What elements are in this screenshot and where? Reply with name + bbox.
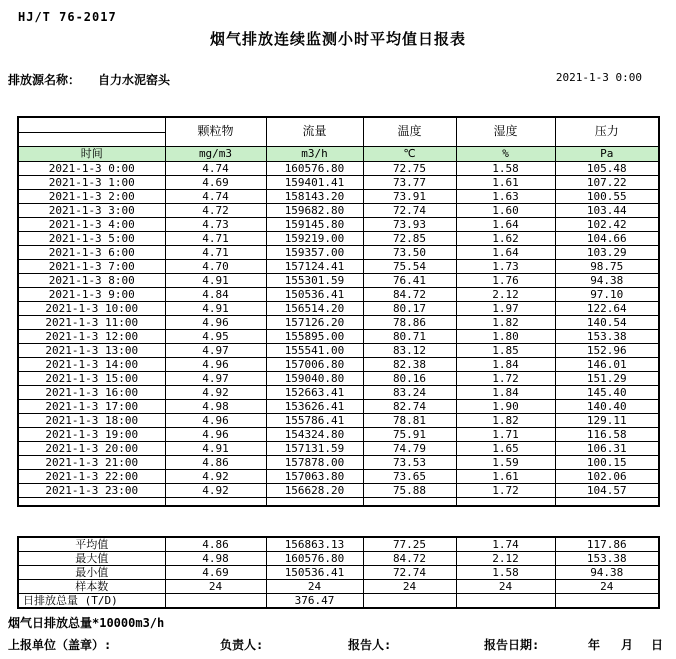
summary-value-cell: 4.86 — [165, 537, 266, 552]
value-cell: 155301.59 — [266, 273, 363, 287]
value-cell: 4.70 — [165, 259, 266, 273]
value-cell: 4.71 — [165, 231, 266, 245]
summary-value-cell: 160576.80 — [266, 552, 363, 566]
summary-value-cell: 84.72 — [363, 552, 456, 566]
summary-row — [18, 594, 659, 609]
value-cell: 4.97 — [165, 371, 266, 385]
hourly-row — [18, 469, 659, 483]
value-cell: 155786.41 — [266, 413, 363, 427]
value-cell: 159145.80 — [266, 217, 363, 231]
value-cell: 1.60 — [456, 203, 555, 217]
emission-source-name: 自力水泥窑头 — [98, 73, 171, 87]
summary-value-cell: 24 — [266, 580, 363, 594]
value-cell: 80.17 — [363, 301, 456, 315]
hourly-row — [18, 245, 659, 259]
value-cell: 4.96 — [165, 357, 266, 371]
summary-value-cell: 156863.13 — [266, 537, 363, 552]
summary-value-cell: 4.69 — [165, 566, 266, 580]
value-cell: 72.85 — [363, 231, 456, 245]
hourly-row — [18, 217, 659, 231]
value-cell: 75.91 — [363, 427, 456, 441]
value-cell: 4.73 — [165, 217, 266, 231]
time-cell: 2021-1-3 14:00 — [18, 357, 165, 371]
value-cell: 73.91 — [363, 189, 456, 203]
value-cell: 140.54 — [555, 315, 659, 329]
summary-value-cell: 77.25 — [363, 537, 456, 552]
value-cell: 155541.00 — [266, 343, 363, 357]
hourly-row — [18, 287, 659, 301]
time-cell: 2021-1-3 13:00 — [18, 343, 165, 357]
value-cell: 4.74 — [165, 161, 266, 175]
total-emission-note: 烟气日排放总量*10000m3/h — [8, 616, 165, 630]
value-cell: 140.40 — [555, 399, 659, 413]
summary-label-cell: 样本数 — [18, 580, 165, 594]
value-cell: 4.92 — [165, 385, 266, 399]
summary-value-cell: 2.12 — [456, 552, 555, 566]
summary-value-cell: 153.38 — [555, 552, 659, 566]
hourly-row — [18, 329, 659, 343]
value-cell: 104.66 — [555, 231, 659, 245]
value-cell: 103.44 — [555, 203, 659, 217]
column-header-pressure: 压力 — [555, 117, 659, 146]
value-cell: 159040.80 — [266, 371, 363, 385]
summary-row — [18, 580, 659, 594]
blank-cell — [555, 497, 659, 506]
value-cell: 1.58 — [456, 161, 555, 175]
value-cell: 100.55 — [555, 189, 659, 203]
value-cell: 82.74 — [363, 399, 456, 413]
hourly-row — [18, 371, 659, 385]
blank-cell — [363, 497, 456, 506]
time-cell: 2021-1-3 4:00 — [18, 217, 165, 231]
unit-cell-temperature: ℃ — [363, 146, 456, 161]
hourly-row — [18, 301, 659, 315]
signature-line — [0, 636, 676, 654]
summary-value-cell: 1.58 — [456, 566, 555, 580]
time-cell: 2021-1-3 21:00 — [18, 455, 165, 469]
value-cell: 1.80 — [456, 329, 555, 343]
header-empty-bottom-cell — [18, 132, 165, 146]
standard-code: HJ/T 76-2017 — [18, 10, 117, 24]
time-cell: 2021-1-3 18:00 — [18, 413, 165, 427]
summary-value-cell: 24 — [363, 580, 456, 594]
emission-source — [8, 71, 170, 88]
value-cell: 1.82 — [456, 315, 555, 329]
summary-value-cell: 117.86 — [555, 537, 659, 552]
unit-cell-humidity: % — [456, 146, 555, 161]
time-cell: 2021-1-3 19:00 — [18, 427, 165, 441]
summary-value-cell: 4.98 — [165, 552, 266, 566]
value-cell: 157126.20 — [266, 315, 363, 329]
value-cell: 156628.20 — [266, 483, 363, 497]
hourly-row — [18, 413, 659, 427]
hourly-row — [18, 203, 659, 217]
summary-value-cell: 24 — [456, 580, 555, 594]
value-cell: 1.71 — [456, 427, 555, 441]
value-cell: 156514.20 — [266, 301, 363, 315]
value-cell: 157878.00 — [266, 455, 363, 469]
value-cell: 159219.00 — [266, 231, 363, 245]
value-cell: 1.97 — [456, 301, 555, 315]
summary-label-cell: 最小值 — [18, 566, 165, 580]
time-cell: 2021-1-3 15:00 — [18, 371, 165, 385]
value-cell: 1.61 — [456, 175, 555, 189]
value-cell: 75.88 — [363, 483, 456, 497]
value-cell: 84.72 — [363, 287, 456, 301]
value-cell: 73.65 — [363, 469, 456, 483]
summary-value-cell: 24 — [165, 580, 266, 594]
value-cell: 158143.20 — [266, 189, 363, 203]
value-cell: 80.71 — [363, 329, 456, 343]
value-cell: 103.29 — [555, 245, 659, 259]
time-cell: 2021-1-3 5:00 — [18, 231, 165, 245]
value-cell: 78.86 — [363, 315, 456, 329]
reporter-label: 报告人: — [348, 638, 392, 652]
page-title: 烟气排放连续监测小时平均值日报表 — [209, 30, 466, 48]
value-cell: 152663.41 — [266, 385, 363, 399]
summary-value-cell: 94.38 — [555, 566, 659, 580]
value-cell: 4.92 — [165, 483, 266, 497]
time-cell: 2021-1-3 7:00 — [18, 259, 165, 273]
summary-value-cell — [555, 594, 659, 609]
column-header-pm: 颗粒物 — [165, 117, 266, 146]
value-cell: 4.95 — [165, 329, 266, 343]
value-cell: 1.59 — [456, 455, 555, 469]
value-cell: 122.64 — [555, 301, 659, 315]
value-cell: 4.96 — [165, 315, 266, 329]
hourly-row — [18, 273, 659, 287]
value-cell: 4.91 — [165, 301, 266, 315]
time-cell: 2021-1-3 2:00 — [18, 189, 165, 203]
value-cell: 1.84 — [456, 357, 555, 371]
value-cell: 1.61 — [456, 469, 555, 483]
unit-cell-flow: m3/h — [266, 146, 363, 161]
summary-label-cell: 最大值 — [18, 552, 165, 566]
value-cell: 97.10 — [555, 287, 659, 301]
summary-value-cell: 72.74 — [363, 566, 456, 580]
report-date-label: 报告日期: — [484, 638, 540, 652]
hourly-row — [18, 399, 659, 413]
hourly-row — [18, 357, 659, 371]
value-cell: 98.75 — [555, 259, 659, 273]
value-cell: 153.38 — [555, 329, 659, 343]
hourly-row — [18, 175, 659, 189]
header-row-units — [18, 146, 659, 161]
summary-row — [18, 552, 659, 566]
value-cell: 155895.00 — [266, 329, 363, 343]
value-cell: 159682.80 — [266, 203, 363, 217]
value-cell: 1.64 — [456, 217, 555, 231]
hourly-row — [18, 259, 659, 273]
value-cell: 146.01 — [555, 357, 659, 371]
time-cell: 2021-1-3 11:00 — [18, 315, 165, 329]
value-cell: 107.22 — [555, 175, 659, 189]
value-cell: 72.74 — [363, 203, 456, 217]
value-cell: 100.15 — [555, 455, 659, 469]
value-cell: 4.96 — [165, 427, 266, 441]
value-cell: 4.96 — [165, 413, 266, 427]
value-cell: 157124.41 — [266, 259, 363, 273]
time-header-cell: 时间 — [18, 146, 165, 161]
value-cell: 1.73 — [456, 259, 555, 273]
value-cell: 4.98 — [165, 399, 266, 413]
time-cell: 2021-1-3 17:00 — [18, 399, 165, 413]
value-cell: 154324.80 — [266, 427, 363, 441]
value-cell: 1.72 — [456, 371, 555, 385]
time-cell: 2021-1-3 6:00 — [18, 245, 165, 259]
value-cell: 73.53 — [363, 455, 456, 469]
value-cell: 4.86 — [165, 455, 266, 469]
value-cell: 1.85 — [456, 343, 555, 357]
value-cell: 1.84 — [456, 385, 555, 399]
value-cell: 153626.41 — [266, 399, 363, 413]
value-cell: 4.91 — [165, 273, 266, 287]
value-cell: 73.77 — [363, 175, 456, 189]
hourly-row — [18, 161, 659, 175]
value-cell: 4.71 — [165, 245, 266, 259]
value-cell: 72.75 — [363, 161, 456, 175]
hourly-row — [18, 427, 659, 441]
value-cell: 4.69 — [165, 175, 266, 189]
summary-table — [17, 536, 660, 609]
hourly-row — [18, 231, 659, 245]
summary-label-cell: 日排放总量 (T/D) — [18, 594, 165, 609]
value-cell: 4.72 — [165, 203, 266, 217]
value-cell: 159357.00 — [266, 245, 363, 259]
hourly-row — [18, 483, 659, 497]
value-cell: 159401.41 — [266, 175, 363, 189]
value-cell: 4.97 — [165, 343, 266, 357]
time-cell: 2021-1-3 9:00 — [18, 287, 165, 301]
emission-source-label: 排放源名称： — [8, 73, 81, 87]
blank-cell — [18, 497, 165, 506]
hourly-row — [18, 385, 659, 399]
value-cell: 75.54 — [363, 259, 456, 273]
time-cell: 2021-1-3 23:00 — [18, 483, 165, 497]
time-cell: 2021-1-3 12:00 — [18, 329, 165, 343]
value-cell: 2.12 — [456, 287, 555, 301]
summary-value-cell: 24 — [555, 580, 659, 594]
value-cell: 76.41 — [363, 273, 456, 287]
value-cell: 129.11 — [555, 413, 659, 427]
value-cell: 83.12 — [363, 343, 456, 357]
value-cell: 160576.80 — [266, 161, 363, 175]
value-cell: 157063.80 — [266, 469, 363, 483]
summary-value-cell: 1.74 — [456, 537, 555, 552]
day-label: 日 — [651, 638, 664, 652]
value-cell: 152.96 — [555, 343, 659, 357]
blank-cell — [165, 497, 266, 506]
value-cell: 1.82 — [456, 413, 555, 427]
value-cell: 80.16 — [363, 371, 456, 385]
time-cell: 2021-1-3 1:00 — [18, 175, 165, 189]
summary-value-cell: 150536.41 — [266, 566, 363, 580]
value-cell: 78.81 — [363, 413, 456, 427]
time-cell: 2021-1-3 22:00 — [18, 469, 165, 483]
hourly-row — [18, 441, 659, 455]
value-cell: 150536.41 — [266, 287, 363, 301]
time-cell: 2021-1-3 8:00 — [18, 273, 165, 287]
value-cell: 73.50 — [363, 245, 456, 259]
value-cell: 157006.80 — [266, 357, 363, 371]
value-cell: 106.31 — [555, 441, 659, 455]
blank-cell — [456, 497, 555, 506]
month-label: 月 — [621, 638, 634, 652]
value-cell: 4.92 — [165, 469, 266, 483]
value-cell: 94.38 — [555, 273, 659, 287]
column-header-humidity: 湿度 — [456, 117, 555, 146]
value-cell: 73.93 — [363, 217, 456, 231]
unit-cell-pm: mg/m3 — [165, 146, 266, 161]
hourly-row — [18, 189, 659, 203]
value-cell: 4.74 — [165, 189, 266, 203]
value-cell: 4.91 — [165, 441, 266, 455]
hourly-measurements-table — [17, 116, 660, 507]
time-cell: 2021-1-3 20:00 — [18, 441, 165, 455]
column-header-flow: 流量 — [266, 117, 363, 146]
blank-row — [18, 497, 659, 506]
unit-cell-pressure: Pa — [555, 146, 659, 161]
value-cell: 102.42 — [555, 217, 659, 231]
time-cell: 2021-1-3 16:00 — [18, 385, 165, 399]
reporting-unit-label: 上报单位（盖章）: — [8, 638, 112, 652]
value-cell: 1.72 — [456, 483, 555, 497]
summary-row — [18, 537, 659, 552]
summary-value-cell — [456, 594, 555, 609]
time-cell: 2021-1-3 0:00 — [18, 161, 165, 175]
summary-row — [18, 566, 659, 580]
time-cell: 2021-1-3 10:00 — [18, 301, 165, 315]
value-cell: 1.76 — [456, 273, 555, 287]
summary-value-cell: 376.47 — [266, 594, 363, 609]
summary-value-cell — [363, 594, 456, 609]
report-datetime: 2021-1-3 0:00 — [555, 71, 642, 84]
report-meta — [8, 71, 662, 88]
header-row-names — [18, 117, 659, 132]
year-label: 年 — [588, 638, 601, 652]
column-header-temperature: 温度 — [363, 117, 456, 146]
summary-value-cell — [165, 594, 266, 609]
value-cell: 157131.59 — [266, 441, 363, 455]
value-cell: 1.62 — [456, 231, 555, 245]
value-cell: 116.58 — [555, 427, 659, 441]
summary-label-cell: 平均值 — [18, 537, 165, 552]
value-cell: 145.40 — [555, 385, 659, 399]
hourly-row — [18, 455, 659, 469]
value-cell: 102.06 — [555, 469, 659, 483]
manager-label: 负责人: — [220, 638, 264, 652]
value-cell: 151.29 — [555, 371, 659, 385]
value-cell: 104.57 — [555, 483, 659, 497]
time-cell: 2021-1-3 3:00 — [18, 203, 165, 217]
value-cell: 83.24 — [363, 385, 456, 399]
value-cell: 1.64 — [456, 245, 555, 259]
value-cell: 1.90 — [456, 399, 555, 413]
value-cell: 74.79 — [363, 441, 456, 455]
value-cell: 105.48 — [555, 161, 659, 175]
hourly-row — [18, 343, 659, 357]
hourly-row — [18, 315, 659, 329]
header-empty-top-cell — [18, 117, 165, 132]
value-cell: 1.63 — [456, 189, 555, 203]
value-cell: 4.84 — [165, 287, 266, 301]
blank-cell — [266, 497, 363, 506]
value-cell: 82.38 — [363, 357, 456, 371]
value-cell: 1.65 — [456, 441, 555, 455]
